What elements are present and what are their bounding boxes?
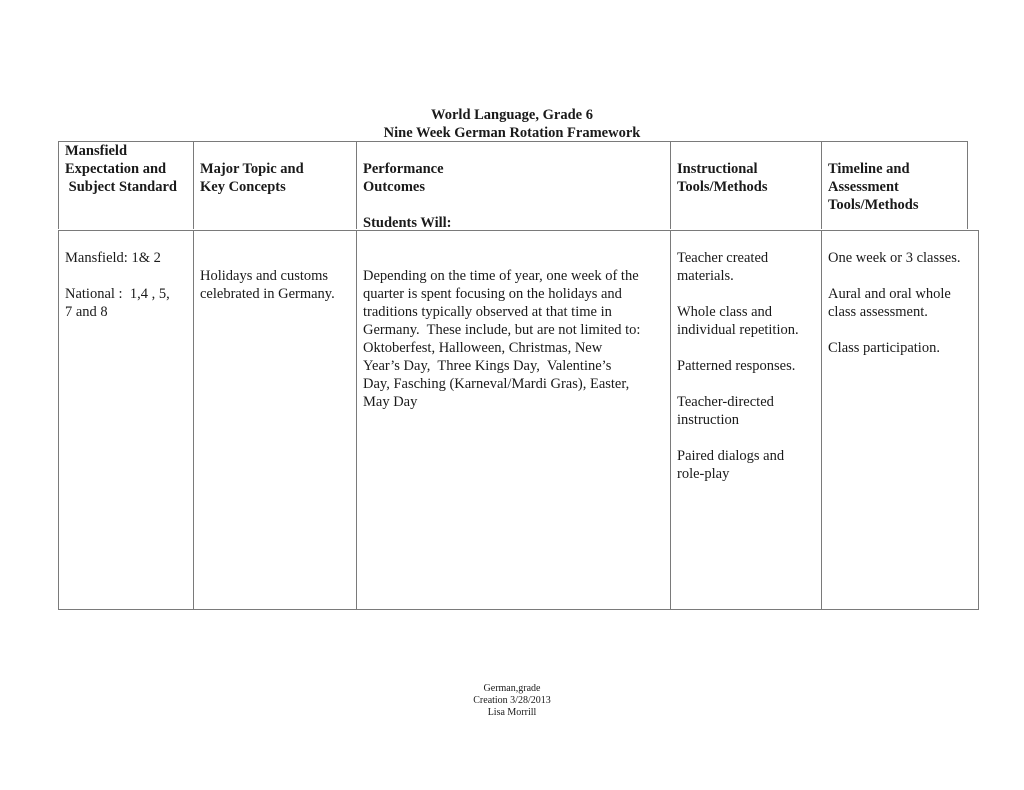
footer-creation-date: Creation 3/28/2013 — [473, 695, 551, 706]
header-instructional-tools: Instructional Tools/Methods — [670, 141, 822, 229]
footer-document-name: German,grade — [483, 683, 541, 694]
cell-instructional-tools: Teacher created materials. Whole class and individual repetition. Patterned responses. Teacher-directed instruction Paired dialogs and role-play — [670, 230, 822, 610]
footer-author: Lisa Morrill — [487, 707, 537, 718]
cell-mansfield-standards: Mansfield: 1& 2 National : 1,4 , 5, 7 and 8 — [58, 230, 194, 610]
cell-major-topic: Holidays and customs celebrated in Germany. — [193, 230, 357, 610]
document-subtitle: Nine Week German Rotation Framework — [383, 125, 641, 141]
header-timeline-assessment: Timeline and Assessment Tools/Methods — [821, 141, 968, 229]
header-performance-outcomes: Performance Outcomes Students Will: — [356, 141, 671, 229]
header-major-topic: Major Topic and Key Concepts — [193, 141, 357, 229]
header-mansfield-expectation: Mansfield Expectation and Subject Standard — [58, 141, 194, 229]
cell-timeline-assessment: One week or 3 classes. Aural and oral whole class assessment. Class participation. — [821, 230, 979, 610]
document-title: World Language, Grade 6 — [431, 107, 593, 123]
cell-performance-outcomes: Depending on the time of year, one week of the quarter is spent focusing on the holidays and traditions typically observed at that time in Germany. These include, but are not limited to: Oktoberfest, Halloween, Christmas, New Year’s Day, Three Kings Day, Valentine’s Day, Fasching (Karneval/Mardi Gras), Easter, May Day — [356, 230, 671, 610]
